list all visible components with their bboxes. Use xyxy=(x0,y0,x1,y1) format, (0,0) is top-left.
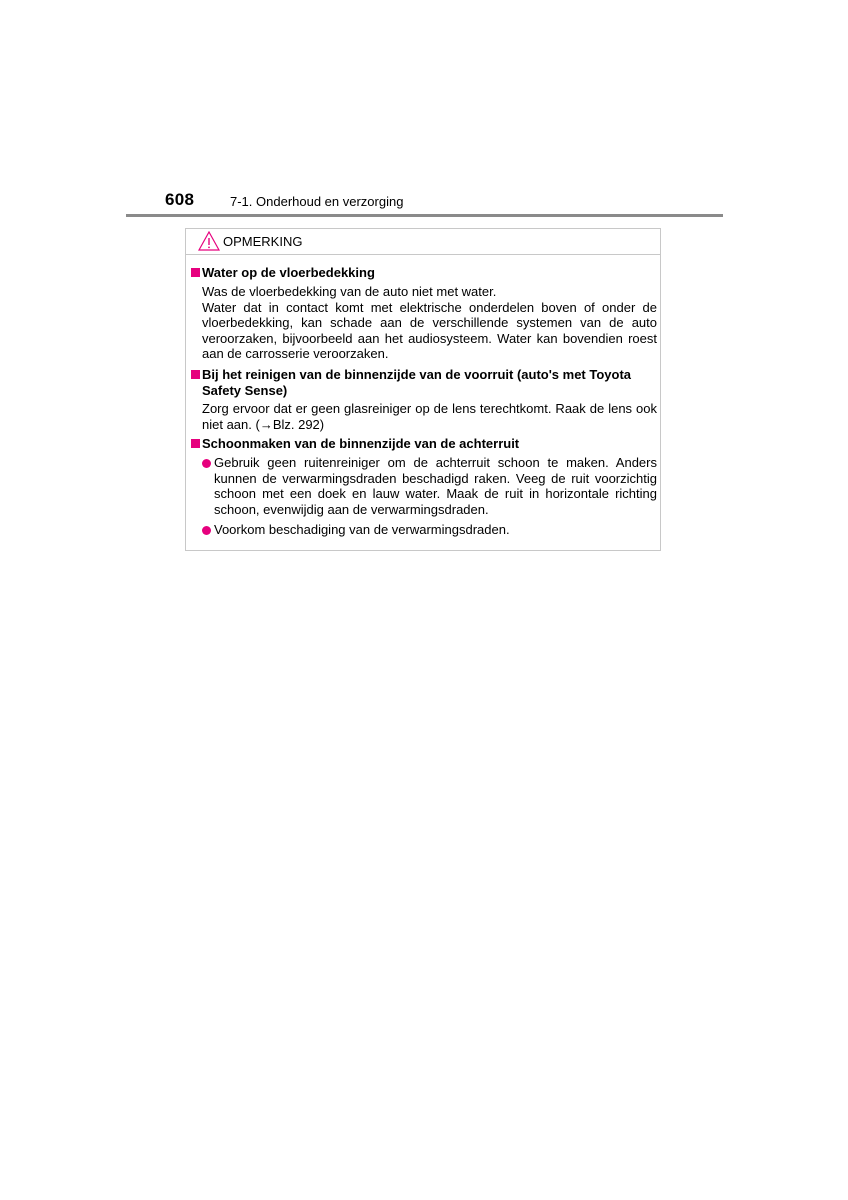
notice-bullet-item xyxy=(202,522,657,538)
square-bullet-icon xyxy=(191,268,200,277)
square-bullet-icon xyxy=(191,370,200,379)
warning-triangle-icon xyxy=(198,231,220,251)
notice-box xyxy=(185,228,661,551)
notice-paragraph: Water dat in contact komt met elektrische onderdelen boven of onder de vloerbedekking, kan schade aan de verschillende systemen van de auto veroorzaken, bijvoorbeeld aan het audiosysteem. Water kan bovendien roest aan de carrosserie veroorzaken. xyxy=(202,299,657,362)
notice-header xyxy=(186,229,660,255)
section-title: 7-1. Onderhoud en verzorging xyxy=(230,194,404,209)
bullet-text: Gebruik geen ruitenreiniger om de achterruit schoon te maken. Anders kunnen de verwarmingsdraden beschadigd raken. Veeg de ruit voorzichtig schoon met een doek en lauw water. Maak de ruit in horizontale richting schoon, evenwijdig aan de verwarmingsdraden. xyxy=(214,455,657,517)
square-bullet-icon xyxy=(191,439,200,448)
heading-text: Bij het reinigen van de binnenzijde van de voorruit (auto's met Toyota Safety Sense) xyxy=(202,367,632,398)
page-header xyxy=(126,190,723,216)
round-bullet-icon xyxy=(202,459,211,468)
notice-paragraph: Was de vloerbedekking van de auto niet met water. xyxy=(202,284,497,299)
notice-bullet-item xyxy=(202,455,657,517)
notice-item-heading xyxy=(191,367,662,399)
header-divider xyxy=(126,214,723,217)
round-bullet-icon xyxy=(202,526,211,535)
notice-item-heading xyxy=(191,265,662,281)
notice-item-heading xyxy=(191,436,662,452)
heading-text: Schoonmaken van de binnenzijde van de achterruit xyxy=(202,436,520,451)
heading-text: Water op de vloerbedekking xyxy=(202,265,375,280)
notice-paragraph: Zorg ervoor dat er geen glasreiniger op de lens terechtkomt. Raak de lens ook niet aan. (→Blz. 292) xyxy=(202,401,657,432)
bullet-text: Voorkom beschadiging van de verwarmingsdraden. xyxy=(214,522,510,537)
page-number: 608 xyxy=(165,190,195,209)
notice-title: OPMERKING xyxy=(223,234,303,249)
